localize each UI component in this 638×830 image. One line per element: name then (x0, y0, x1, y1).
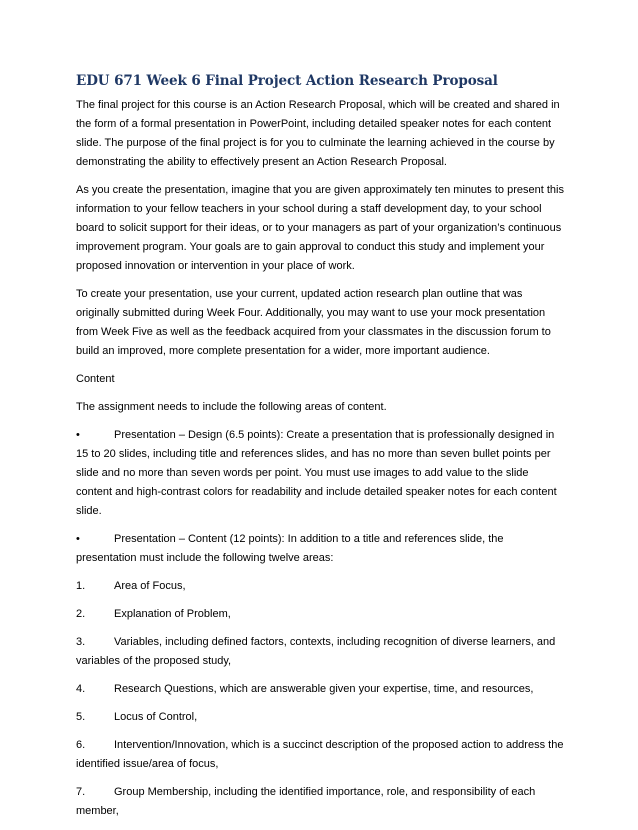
numbered-item (76, 783, 566, 821)
number-marker: 7. (76, 786, 86, 798)
bullet-marker: • (76, 533, 80, 545)
document-page (76, 72, 566, 830)
numbered-item (76, 708, 566, 727)
content-heading: Content (76, 373, 115, 385)
number-marker: 2. (76, 608, 86, 620)
content-intro: The assignment needs to include the following areas of content. (76, 401, 387, 413)
numbered-text: Locus of Control, (114, 711, 198, 723)
numbered-text: Area of Focus, (114, 580, 186, 592)
bullet-marker: • (76, 429, 80, 441)
numbered-item (76, 680, 566, 699)
document-title: EDU 671 Week 6 Final Project Action Research Proposal (76, 73, 498, 89)
numbered-text: Intervention/Innovation, which is a succinct description of the proposed action to address the identified issue/area of focus, (76, 739, 564, 770)
bullet-item-design (76, 426, 566, 521)
number-marker: 3. (76, 636, 86, 648)
bullet-item-content (76, 530, 566, 568)
numbered-text: Group Membership, including the identified importance, role, and responsibility of each member, (76, 786, 536, 817)
numbered-text: Variables, including defined factors, contexts, including recognition of diverse learners, and variables of the proposed study, (76, 636, 556, 667)
presentation-context-paragraph: As you create the presentation, imagine that you are given approximately ten minutes to present this information to your fellow teachers in your school during a staff development day, to your school board to solicit support for their ideas, or to your managers as part of your organization’s continuous improvement program. Your goals are to gain approval to conduct this study and implement your proposed innovation or intervention in your place of work. (76, 184, 564, 272)
intro-paragraph: The final project for this course is an Action Research Proposal, which will be created and shared in the form of a formal presentation in PowerPoint, including detailed speaker notes for each content slide. The purpose of the final project is for you to culminate the learning achieved in the course by demonstrating the ability to effectively present an Action Research Proposal. (76, 99, 560, 168)
numbered-item (76, 605, 566, 624)
number-marker: 6. (76, 739, 86, 751)
number-marker: 4. (76, 683, 86, 695)
bullet-text: Presentation – Design (6.5 points): Create a presentation that is professionally designed in 15 to 20 slides, including title and references slides, and has no more than seven bullet points per slide and no more than seven words per point. You must use images to add value to the slide content and high-contrast colors for readability and include detailed speaker notes for each content slide. (76, 429, 557, 517)
numbered-item (76, 577, 566, 596)
create-presentation-paragraph: To create your presentation, use your current, updated action research plan outline that was originally submitted during Week Four. Additionally, you may want to use your mock presentation from Week Five as well as the feedback acquired from your classmates in the discussion forum to build an improved, more complete presentation for a wider, more important audience. (76, 288, 551, 357)
bullet-text: Presentation – Content (12 points): In addition to a title and references slide, the presentation must include the following twelve areas: (76, 533, 504, 564)
number-marker: 1. (76, 580, 86, 592)
numbered-text: Explanation of Problem, (114, 608, 231, 620)
numbered-item (76, 736, 566, 774)
number-marker: 5. (76, 711, 86, 723)
numbered-text: Research Questions, which are answerable given your expertise, time, and resources, (114, 683, 534, 695)
numbered-item (76, 633, 566, 671)
